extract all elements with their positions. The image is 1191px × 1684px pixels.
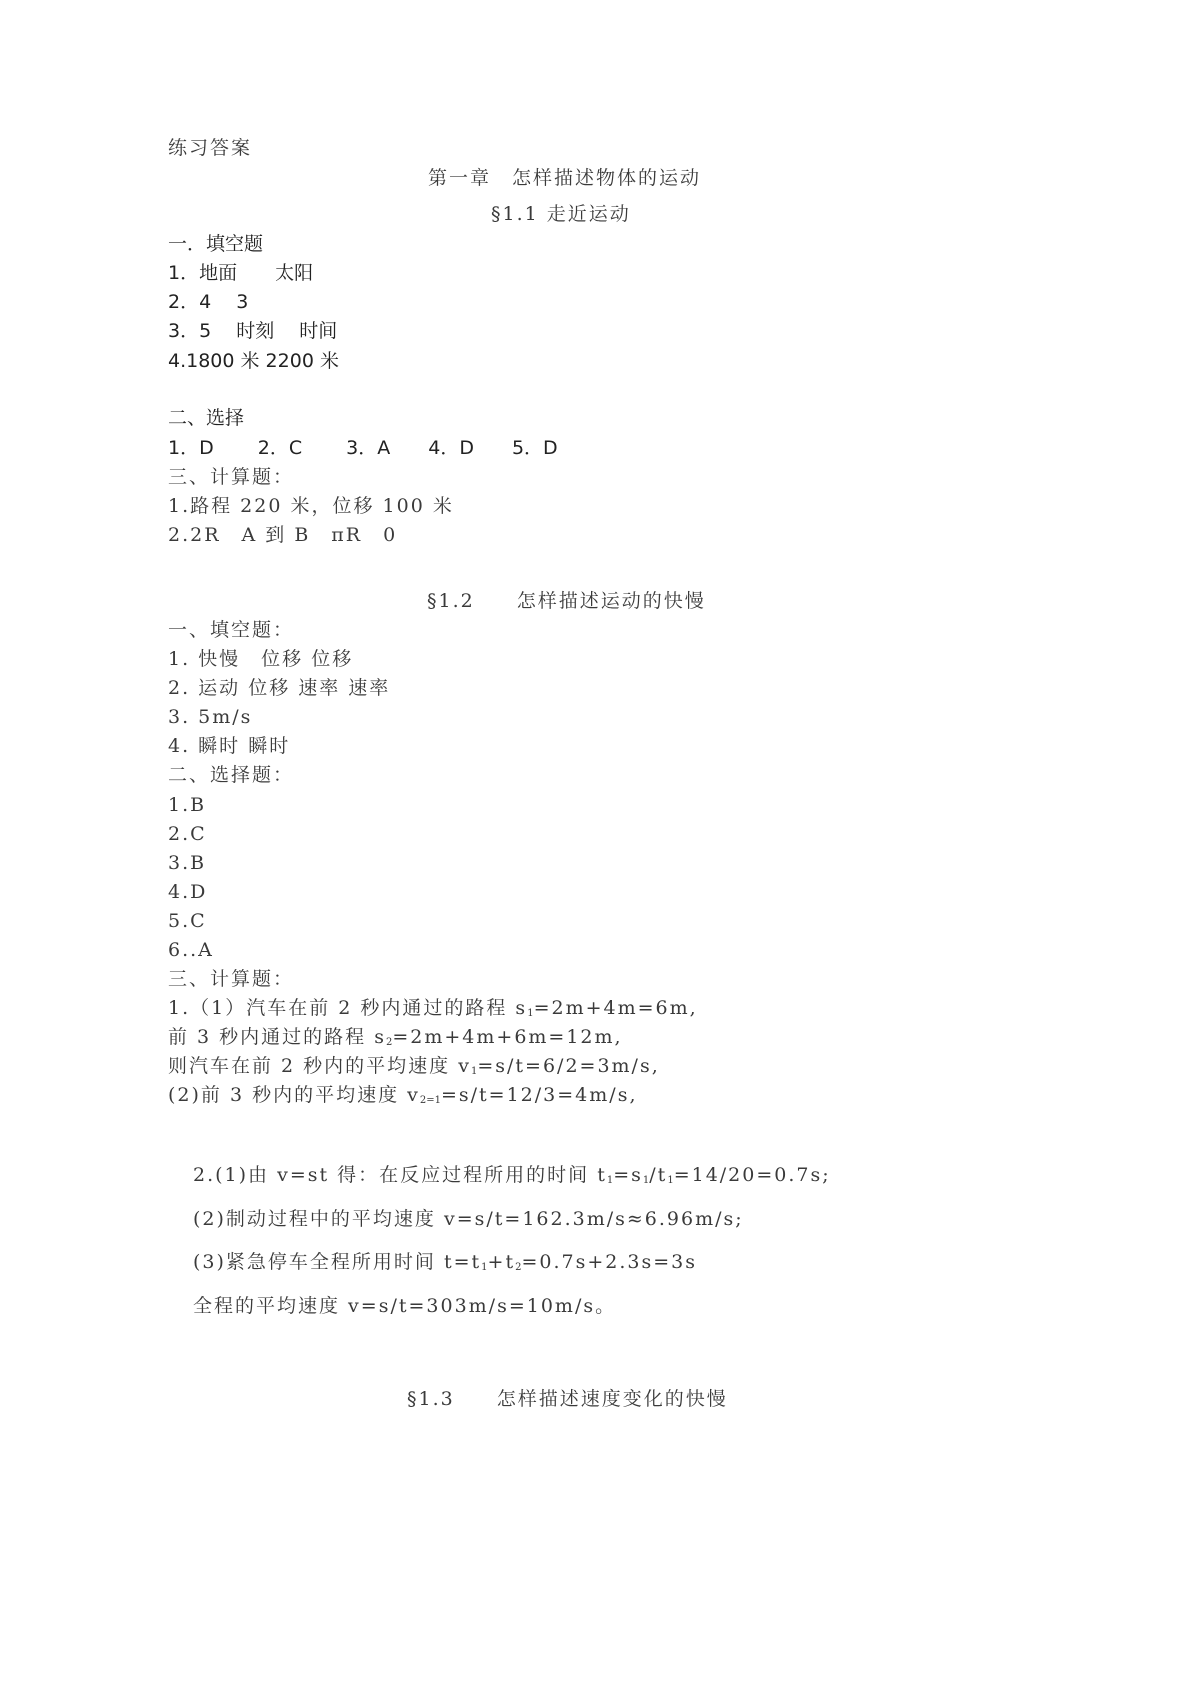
section-1-2-heading: §1.2 怎样描述运动的快慢 [427,590,706,612]
s11-choice-answers: 1．D 2．C 3．A 4．D 5．D [168,437,558,459]
s11-fill-answer: 3．5 时刻 时间 [168,320,338,342]
doc-title: 练习答案 [168,137,253,159]
s12-calc-q1-line: (2)前 3 秒内的平均速度 $v_{2=1}=s/t=12/3=4m/s$, [168,1084,638,1106]
s12-calc-q1-line: 1.（1）汽车在前 2 秒内通过的路程 $s_1=2m+4m=6m$, [168,997,698,1019]
s11-choice-title: 二、选择 [168,407,245,429]
s11-fill-title: 一．填空题 [168,233,264,255]
s12-calc-q2-line: (2)制动过程中的平均速度 v=s/t=162.3m/s≈6.96m/s; [193,1208,744,1230]
s11-fill-answer: 1．地面 太阳 [168,262,314,284]
s11-fill-answer: 4.1800 米 2200 米 [168,350,339,372]
section-1-3-heading: §1.3 怎样描述速度变化的快慢 [407,1388,728,1410]
s11-calc-answer: 2.2R A 到 B πR 0 [168,524,398,546]
s12-calc-title: 三、计算题： [168,968,295,990]
s12-calc-q2-line: (3)紧急停车全程所用时间 $t=t_1+t_2=0.7s+2.3s=3s$ [193,1251,698,1273]
s12-fill-answer: 4. 瞬时 瞬时 [168,735,291,757]
section-1-1-heading: §1.1 走近运动 [491,203,631,225]
s12-calc-q1-line: 前 3 秒内通过的路程 $s_2=2m+4m+6m=12m$, [168,1026,623,1048]
chapter-heading: 第一章 怎样描述物体的运动 [428,167,702,189]
s11-calc-title: 三、计算题： [168,466,295,488]
s12-choice-answer: 5.C [168,910,207,932]
s12-fill-title: 一、填空题： [168,619,295,641]
s12-choice-title: 二、选择题： [168,764,295,786]
s12-calc-q1-line: 则汽车在前 2 秒内的平均速度 $v_1=s/t=6/2=3m/s$, [168,1055,660,1077]
s12-calc-q2-line: 2.(1)由 v=st 得：在反应过程所用的时间 $t_1=s_1/t_1=14/20=0.7s$; [193,1164,831,1186]
s12-choice-answer: 3.B [168,852,207,874]
s12-choice-answer: 6..A [168,939,214,961]
s11-calc-answer: 1.路程 220 米，位移 100 米 [168,495,454,517]
s12-calc-q2-line: 全程的平均速度 v=s/t=303m/s=10m/s。 [193,1295,617,1317]
s12-choice-answer: 1.B [168,794,207,816]
s12-fill-answer: 1. 快慢 位移 位移 [168,648,354,670]
s12-fill-answer: 3. 5m/s [168,706,253,728]
s12-choice-answer: 4.D [168,881,208,903]
s12-choice-answer: 2.C [168,823,207,845]
s12-fill-answer: 2. 运动 位移 速率 速率 [168,677,391,699]
s11-fill-answer: 2．4 3 [168,291,249,313]
